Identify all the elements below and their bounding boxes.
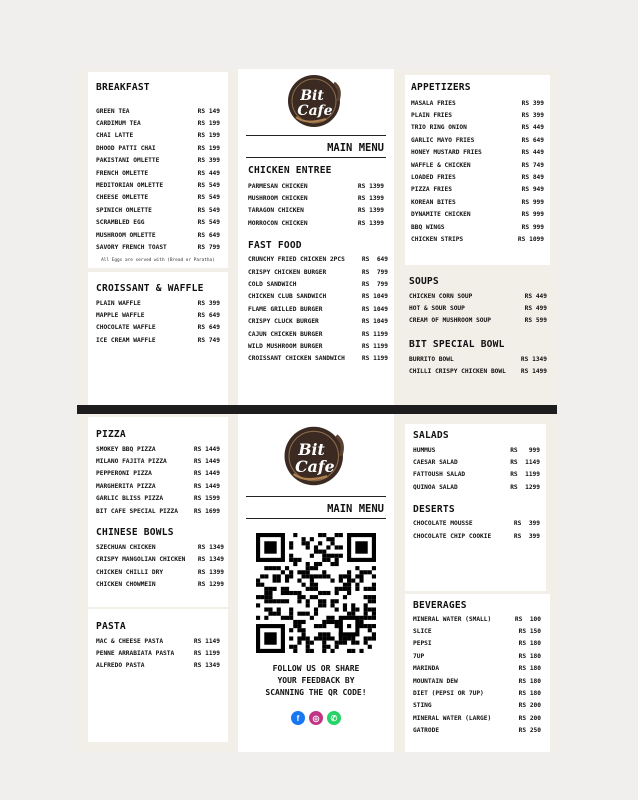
menu-item-price: RS 1149 — [193, 637, 220, 645]
menu-item-price: RS 399 — [197, 157, 220, 165]
menu-item-row — [411, 171, 544, 183]
menu-item-row — [96, 130, 220, 142]
menu-item-row — [96, 322, 220, 334]
breakfast-title: BREAKFAST — [96, 82, 150, 93]
menu-item-price: RS 1099 — [517, 235, 544, 243]
menu-item-name: CHICKEN CLUB SANDWICH — [248, 293, 327, 301]
menu-item-price: RS 799 — [361, 281, 388, 289]
menu-item-price: RS 1599 — [193, 495, 220, 503]
menu-item-price: RS 1699 — [193, 507, 220, 515]
menu-item-name: MEDITORIAN OMLETTE — [96, 182, 164, 190]
menu-item-price: RS 1399 — [357, 182, 384, 190]
menu-item-price: RS 1299 — [510, 483, 540, 491]
menu-item-name: DYNAMITE CHICKEN — [411, 211, 471, 219]
menu-item-price: RS 200 — [518, 714, 541, 722]
menu-item-price: RS 849 — [521, 174, 544, 182]
beverages-list — [413, 613, 541, 737]
menu-item-name: CHAI LATTE — [96, 132, 134, 140]
menu-item-name: MUSHROOM OMLETTE — [96, 231, 156, 239]
menu-item-name: CHICKEN CHILLI DRY — [96, 568, 164, 576]
menu-item-name: WILD MUSHROOM BURGER — [248, 342, 323, 350]
menu-item-name: CRUNCHY FRIED CHICKEN 2PCS — [248, 256, 345, 264]
menu-item-price: RS 1199 — [510, 471, 540, 479]
menu-item-row — [411, 97, 544, 109]
menu-item-row — [96, 455, 220, 467]
special-bowl-list — [409, 353, 547, 378]
svg-text:Cafe: Cafe — [297, 103, 333, 119]
menu-item-row — [413, 625, 541, 637]
menu-item-row — [413, 650, 541, 662]
menu-item-name: GREEN TEA — [96, 107, 130, 115]
menu-item-price: RS 799 — [197, 243, 220, 251]
menu-item-row — [413, 638, 541, 650]
menu-item-name: CHICKEN STRIPS — [411, 235, 464, 243]
menu-item-price: RS 499 — [524, 305, 547, 313]
menu-item-row — [413, 518, 540, 530]
beverages-panel — [405, 594, 550, 752]
menu-item-name: SZECHUAN CHICKEN — [96, 544, 156, 552]
menu-item-name: DHOOD PATTI CHAI — [96, 144, 156, 152]
menu-item-price: RS 599 — [524, 317, 547, 325]
menu-item-price: RS 749 — [521, 161, 544, 169]
menu-item-row — [96, 155, 220, 167]
menu-item-price: RS 549 — [197, 206, 220, 214]
menu-item-row — [96, 142, 220, 154]
menu-item-price: RS 449 — [524, 292, 547, 300]
menu-item-price: RS 1399 — [357, 207, 384, 215]
menu-item-price: RS 949 — [521, 186, 544, 194]
svg-text:Cafe: Cafe — [295, 456, 335, 476]
menu-item-row — [409, 302, 547, 314]
menu-item-price: RS 549 — [197, 194, 220, 202]
menu-item-price: RS 549 — [197, 219, 220, 227]
menu-item-name: CHILLI CRISPY CHICKEN BOWL — [409, 368, 506, 376]
main-menu-title: MAIN MENU — [327, 142, 384, 154]
menu-item-price: RS 449 — [521, 124, 544, 132]
special-bowl-title: BIT SPECIAL BOWL — [409, 339, 505, 351]
menu-item-price: RS 1199 — [361, 330, 388, 338]
menu-item-name: FLAME GRILLED BURGER — [248, 305, 323, 313]
salads-panel — [405, 424, 546, 591]
menu-item-row — [413, 712, 541, 724]
menu-item-price: RS 399 — [513, 532, 540, 540]
menu-item-price: RS 1449 — [193, 458, 220, 466]
svg-text:Bit: Bit — [298, 439, 325, 459]
menu-item-name: FATTOUSH SALAD — [413, 471, 466, 479]
chicken-entree-list — [248, 180, 384, 230]
menu-item-name: MASALA FRIES — [411, 99, 456, 107]
bit-cafe-logo — [284, 69, 348, 133]
menu-item-price: RS 250 — [518, 727, 541, 735]
croissant-title: CROISSANT & WAFFLE — [96, 283, 204, 294]
menu-item-price: RS 1299 — [197, 581, 224, 589]
menu-item-price: RS 150 — [518, 628, 541, 636]
menu-item-row — [96, 541, 224, 553]
menu-item-row — [411, 109, 544, 121]
menu-item-price: RS 799 — [361, 268, 388, 276]
pizza-list — [96, 443, 220, 517]
menu-item-row — [96, 117, 220, 129]
menu-item-price: RS 399 — [521, 112, 544, 120]
menu-item-price: RS 1199 — [193, 650, 220, 658]
menu-item-row — [413, 481, 540, 493]
menu-item-name: CRISPY CLUCK BURGER — [248, 318, 319, 326]
menu-item-name: CAESAR SALAD — [413, 459, 458, 467]
menu-rule-bottom-2 — [246, 518, 386, 519]
menu-item-row — [411, 134, 544, 146]
menu-item-row — [96, 468, 220, 480]
breakfast-note: All Eggs are served with (Bread or Paratha) — [101, 257, 215, 263]
soups-list — [409, 290, 547, 327]
menu-item-name: STING — [413, 702, 432, 710]
menu-item-row — [413, 530, 540, 542]
menu-item-price: RS 749 — [197, 336, 220, 344]
menu-item-row — [248, 254, 388, 266]
menu-item-row — [96, 660, 220, 672]
pizza-title: PIZZA — [96, 429, 126, 440]
follow-line-2: YOUR FEEDBACK BY — [277, 676, 355, 685]
menu-item-price: RS 1349 — [193, 662, 220, 670]
menu-item-name: BBQ WINGS — [411, 223, 445, 231]
main-menu-panel-top — [238, 69, 394, 405]
soups-section — [409, 276, 547, 378]
menu-item-name: MORROCON CHICKEN — [248, 219, 308, 227]
deserts-list — [413, 518, 540, 543]
menu-item-name: BIT CAFE SPECIAL PIZZA — [96, 507, 178, 515]
menu-item-row — [96, 554, 224, 566]
beverages-title: BEVERAGES — [413, 600, 467, 611]
menu-item-row — [413, 613, 541, 625]
menu-item-price: RS 399 — [521, 99, 544, 107]
menu-item-price: RS 1449 — [193, 445, 220, 453]
menu-item-price: RS 1149 — [510, 459, 540, 467]
menu-item-row — [96, 493, 220, 505]
menu-item-price: RS 1449 — [193, 482, 220, 490]
menu-item-price: RS 1349 — [520, 355, 547, 363]
menu-item-row — [409, 353, 547, 365]
menu-item-price: RS 999 — [521, 211, 544, 219]
appetizers-list — [411, 97, 544, 246]
menu-item-price: RS 100 — [514, 615, 541, 623]
menu-item-name: PENNE ARRABIATA PASTA — [96, 650, 175, 658]
menu-item-name: QUINOA SALAD — [413, 483, 458, 491]
menu-item-name: DIET (PEPSI OR 7UP) — [413, 690, 484, 698]
menu-item-price: RS 999 — [521, 223, 544, 231]
bit-cafe-logo-large — [280, 420, 352, 492]
menu-item-name: MOUNTAIN DEW — [413, 677, 458, 685]
menu-item-row — [96, 179, 220, 191]
fast-food-title: FAST FOOD — [248, 239, 302, 251]
menu-item-name: GARLIC BLISS PIZZA — [96, 495, 164, 503]
menu-item-name: BURRITO BOWL — [409, 355, 454, 363]
menu-item-name: SPINICH OMLETTE — [96, 206, 152, 214]
main-menu-title-2: MAIN MENU — [327, 503, 384, 515]
menu-item-row — [96, 566, 224, 578]
menu-item-price: RS 649 — [521, 136, 544, 144]
follow-text — [238, 663, 394, 699]
menu-item-row — [96, 480, 220, 492]
menu-item-name: TRIO RING ONION — [411, 124, 467, 132]
menu-item-row — [96, 647, 220, 659]
menu-item-row — [96, 167, 220, 179]
menu-item-name: ICE CREAM WAFFLE — [96, 336, 156, 344]
menu-item-price: RS 999 — [510, 446, 540, 454]
menu-item-row — [413, 444, 540, 456]
chicken-entree-title: CHICKEN ENTREE — [248, 165, 332, 176]
menu-item-price: RS 1399 — [357, 219, 384, 227]
menu-item-name: CROISSANT CHICKEN SANDWICH — [248, 355, 345, 363]
pasta-title: PASTA — [96, 621, 126, 632]
menu-item-price: RS 1349 — [197, 556, 224, 564]
menu-item-name: MINERAL WATER (LARGE) — [413, 714, 492, 722]
menu-item-name: COLD SANDWICH — [248, 281, 297, 289]
menu-item-price: RS 180 — [518, 665, 541, 673]
menu-item-name: CHEESE OMLETTE — [96, 194, 149, 202]
menu-item-name: MINERAL WATER (SMALL) — [413, 615, 492, 623]
pasta-list — [96, 635, 220, 672]
menu-item-name: SLICE — [413, 628, 432, 636]
menu-item-name: CRISPY MANGOLIAN CHICKEN — [96, 556, 186, 564]
menu-item-name: SAVORY FRENCH TOAST — [96, 243, 167, 251]
menu-item-row — [248, 303, 388, 315]
menu-item-price: RS 449 — [197, 169, 220, 177]
menu-item-row — [409, 290, 547, 302]
menu-item-name: PLAIN FRIES — [411, 112, 452, 120]
menu-item-row — [411, 196, 544, 208]
menu-item-price: RS 180 — [518, 690, 541, 698]
menu-item-name: MARGHERITA PIZZA — [96, 482, 156, 490]
menu-item-row — [96, 105, 220, 117]
menu-item-price: RS 199 — [197, 120, 220, 128]
menu-item-price: RS 200 — [518, 702, 541, 710]
menu-item-name: SMOKEY BBQ PIZZA — [96, 445, 156, 453]
breakfast-panel — [88, 72, 228, 268]
logo-top — [238, 69, 394, 133]
menu-item-name: CRISPY CHICKEN BURGER — [248, 268, 327, 276]
deserts-title: DESERTS — [413, 503, 455, 515]
menu-item-price: RS 649 — [197, 324, 220, 332]
main-menu-panel-bottom — [238, 414, 394, 752]
menu-item-name: PEPSI — [413, 640, 432, 648]
menu-item-name: HUMMUS — [413, 446, 436, 454]
qr-code[interactable] — [256, 533, 376, 653]
menu-item-name: MAPPLE WAFFLE — [96, 312, 145, 320]
menu-item-row — [411, 209, 544, 221]
menu-item-name: ALFREDO PASTA — [96, 662, 145, 670]
instagram-icon[interactable]: ◎ — [309, 711, 323, 725]
menu-item-price: RS 399 — [513, 520, 540, 528]
menu-item-name: PEPPERONI PIZZA — [96, 470, 152, 478]
menu-item-name: SCRAMBLED EGG — [96, 219, 145, 227]
menu-item-name: CARDIMUM TEA — [96, 120, 141, 128]
menu-item-row — [248, 266, 388, 278]
appetizers-panel — [405, 75, 550, 265]
menu-item-row — [96, 309, 220, 321]
menu-item-price: RS 399 — [197, 299, 220, 307]
menu-item-price: RS 999 — [521, 198, 544, 206]
menu-item-price: RS 1499 — [520, 368, 547, 376]
menu-item-row — [248, 291, 388, 303]
menu-item-price: RS 1049 — [361, 293, 388, 301]
menu-item-name: TARAGON CHICKEN — [248, 207, 304, 215]
chinese-title: CHINESE BOWLS — [96, 527, 174, 539]
menu-item-name: GARLIC MAYO FRIES — [411, 136, 475, 144]
menu-item-row — [409, 315, 547, 327]
menu-item-row — [248, 278, 388, 290]
page-divider — [77, 405, 557, 414]
menu-item-row — [96, 297, 220, 309]
salads-title: SALADS — [413, 430, 449, 441]
menu-item-name: MAC & CHEESE PASTA — [96, 637, 164, 645]
menu-item-row — [248, 316, 388, 328]
menu-item-row — [96, 505, 220, 517]
salads-list — [413, 444, 540, 494]
logo-bottom — [238, 420, 394, 492]
menu-item-price: RS 1049 — [361, 305, 388, 313]
menu-item-row — [411, 147, 544, 159]
menu-item-price: RS 1449 — [193, 470, 220, 478]
menu-item-row — [248, 353, 388, 365]
menu-item-price: RS 1349 — [197, 544, 224, 552]
menu-item-price: RS 1199 — [361, 355, 388, 363]
menu-item-row — [96, 635, 220, 647]
menu-item-row — [411, 221, 544, 233]
menu-item-name: CHOCOLATE CHIP COOKIE — [413, 532, 492, 540]
menu-item-price: RS 1049 — [361, 318, 388, 326]
menu-item-name: CHOCOLATE WAFFLE — [96, 324, 156, 332]
menu-item-price: RS 649 — [197, 231, 220, 239]
menu-item-row — [413, 700, 541, 712]
menu-item-price: RS 199 — [197, 144, 220, 152]
menu-item-name: PIZZA FRIES — [411, 186, 452, 194]
menu-item-name: WAFFLE & CHICKEN — [411, 161, 471, 169]
follow-line-1: FOLLOW US OR SHARE — [272, 664, 360, 673]
menu-item-name: KOREAN BITES — [411, 198, 456, 206]
menu-item-row — [409, 366, 547, 378]
menu-item-row — [96, 443, 220, 455]
croissant-list — [96, 297, 220, 347]
menu-item-row — [411, 184, 544, 196]
menu-item-row — [96, 334, 220, 346]
menu-item-name: HOT & SOUR SOUP — [409, 305, 465, 313]
menu-item-price: RS 549 — [197, 182, 220, 190]
menu-item-row — [96, 229, 220, 241]
menu-item-price: RS 180 — [518, 677, 541, 685]
menu-item-name: HONEY MUSTARD FRIES — [411, 149, 482, 157]
menu-item-price: RS 199 — [197, 132, 220, 140]
menu-item-row — [248, 192, 384, 204]
menu-item-name: CHICKEN CHOWMEIN — [96, 581, 156, 589]
menu-item-name: LOADED FRIES — [411, 174, 456, 182]
menu-item-name: CHOCOLATE MOUSSE — [413, 520, 473, 528]
menu-item-name: FRENCH OMLETTE — [96, 169, 149, 177]
menu-item-name: MILANO FAJITA PIZZA — [96, 458, 167, 466]
appetizers-title: APPETIZERS — [411, 82, 471, 93]
menu-item-row — [248, 340, 388, 352]
menu-item-row — [248, 328, 388, 340]
menu-item-row — [96, 204, 220, 216]
social-icons — [238, 711, 394, 725]
menu-item-name: GATRODE — [413, 727, 440, 735]
whatsapp-icon[interactable]: ✆ — [327, 711, 341, 725]
menu-item-row — [248, 217, 384, 229]
menu-item-row — [96, 579, 224, 591]
menu-item-name: CREAM OF MUSHROOM SOUP — [409, 317, 491, 325]
menu-item-row — [413, 663, 541, 675]
menu-item-name: MARINDA — [413, 665, 440, 673]
menu-item-row — [413, 469, 540, 481]
menu-item-name: PAKISTANI OMLETTE — [96, 157, 160, 165]
menu-item-row — [248, 205, 384, 217]
pasta-panel — [88, 609, 228, 742]
menu-item-price: RS 180 — [518, 652, 541, 660]
menu-item-row — [248, 180, 384, 192]
menu-item-row — [413, 687, 541, 699]
menu-item-row — [411, 122, 544, 134]
menu-item-row — [96, 241, 220, 253]
menu-item-name: CAJUN CHICKEN BURGER — [248, 330, 323, 338]
menu-item-name: MUSHROOM CHICKEN — [248, 195, 308, 203]
menu-item-row — [96, 192, 220, 204]
menu-item-price: RS 1199 — [361, 342, 388, 350]
breakfast-list — [96, 105, 220, 254]
menu-item-price: RS 1399 — [357, 195, 384, 203]
menu-item-name: PARMESAN CHICKEN — [248, 182, 308, 190]
soups-title: SOUPS — [409, 276, 439, 287]
chinese-list — [96, 541, 224, 591]
facebook-icon[interactable]: f — [291, 711, 305, 725]
croissant-panel — [88, 272, 228, 405]
menu-item-price: RS 649 — [197, 312, 220, 320]
menu-item-row — [413, 456, 540, 468]
menu-item-name: 7UP — [413, 652, 425, 660]
menu-item-row — [413, 725, 541, 737]
menu-item-price: RS 1399 — [197, 568, 224, 576]
menu-item-row — [96, 217, 220, 229]
pizza-panel — [88, 417, 228, 607]
menu-item-price: RS 649 — [361, 256, 388, 264]
menu-item-price: RS 449 — [521, 149, 544, 157]
menu-item-price: RS 149 — [197, 107, 220, 115]
menu-item-name: CHICKEN CORN SOUP — [409, 292, 473, 300]
menu-item-row — [411, 233, 544, 245]
follow-line-3: SCANNING THE QR CODE! — [265, 688, 367, 697]
menu-item-row — [413, 675, 541, 687]
menu-item-price: RS 180 — [518, 640, 541, 648]
menu-item-name: PLAIN WAFFLE — [96, 299, 141, 307]
menu-item-row — [411, 159, 544, 171]
fast-food-list — [248, 254, 388, 366]
svg-text:Bit: Bit — [300, 88, 324, 104]
